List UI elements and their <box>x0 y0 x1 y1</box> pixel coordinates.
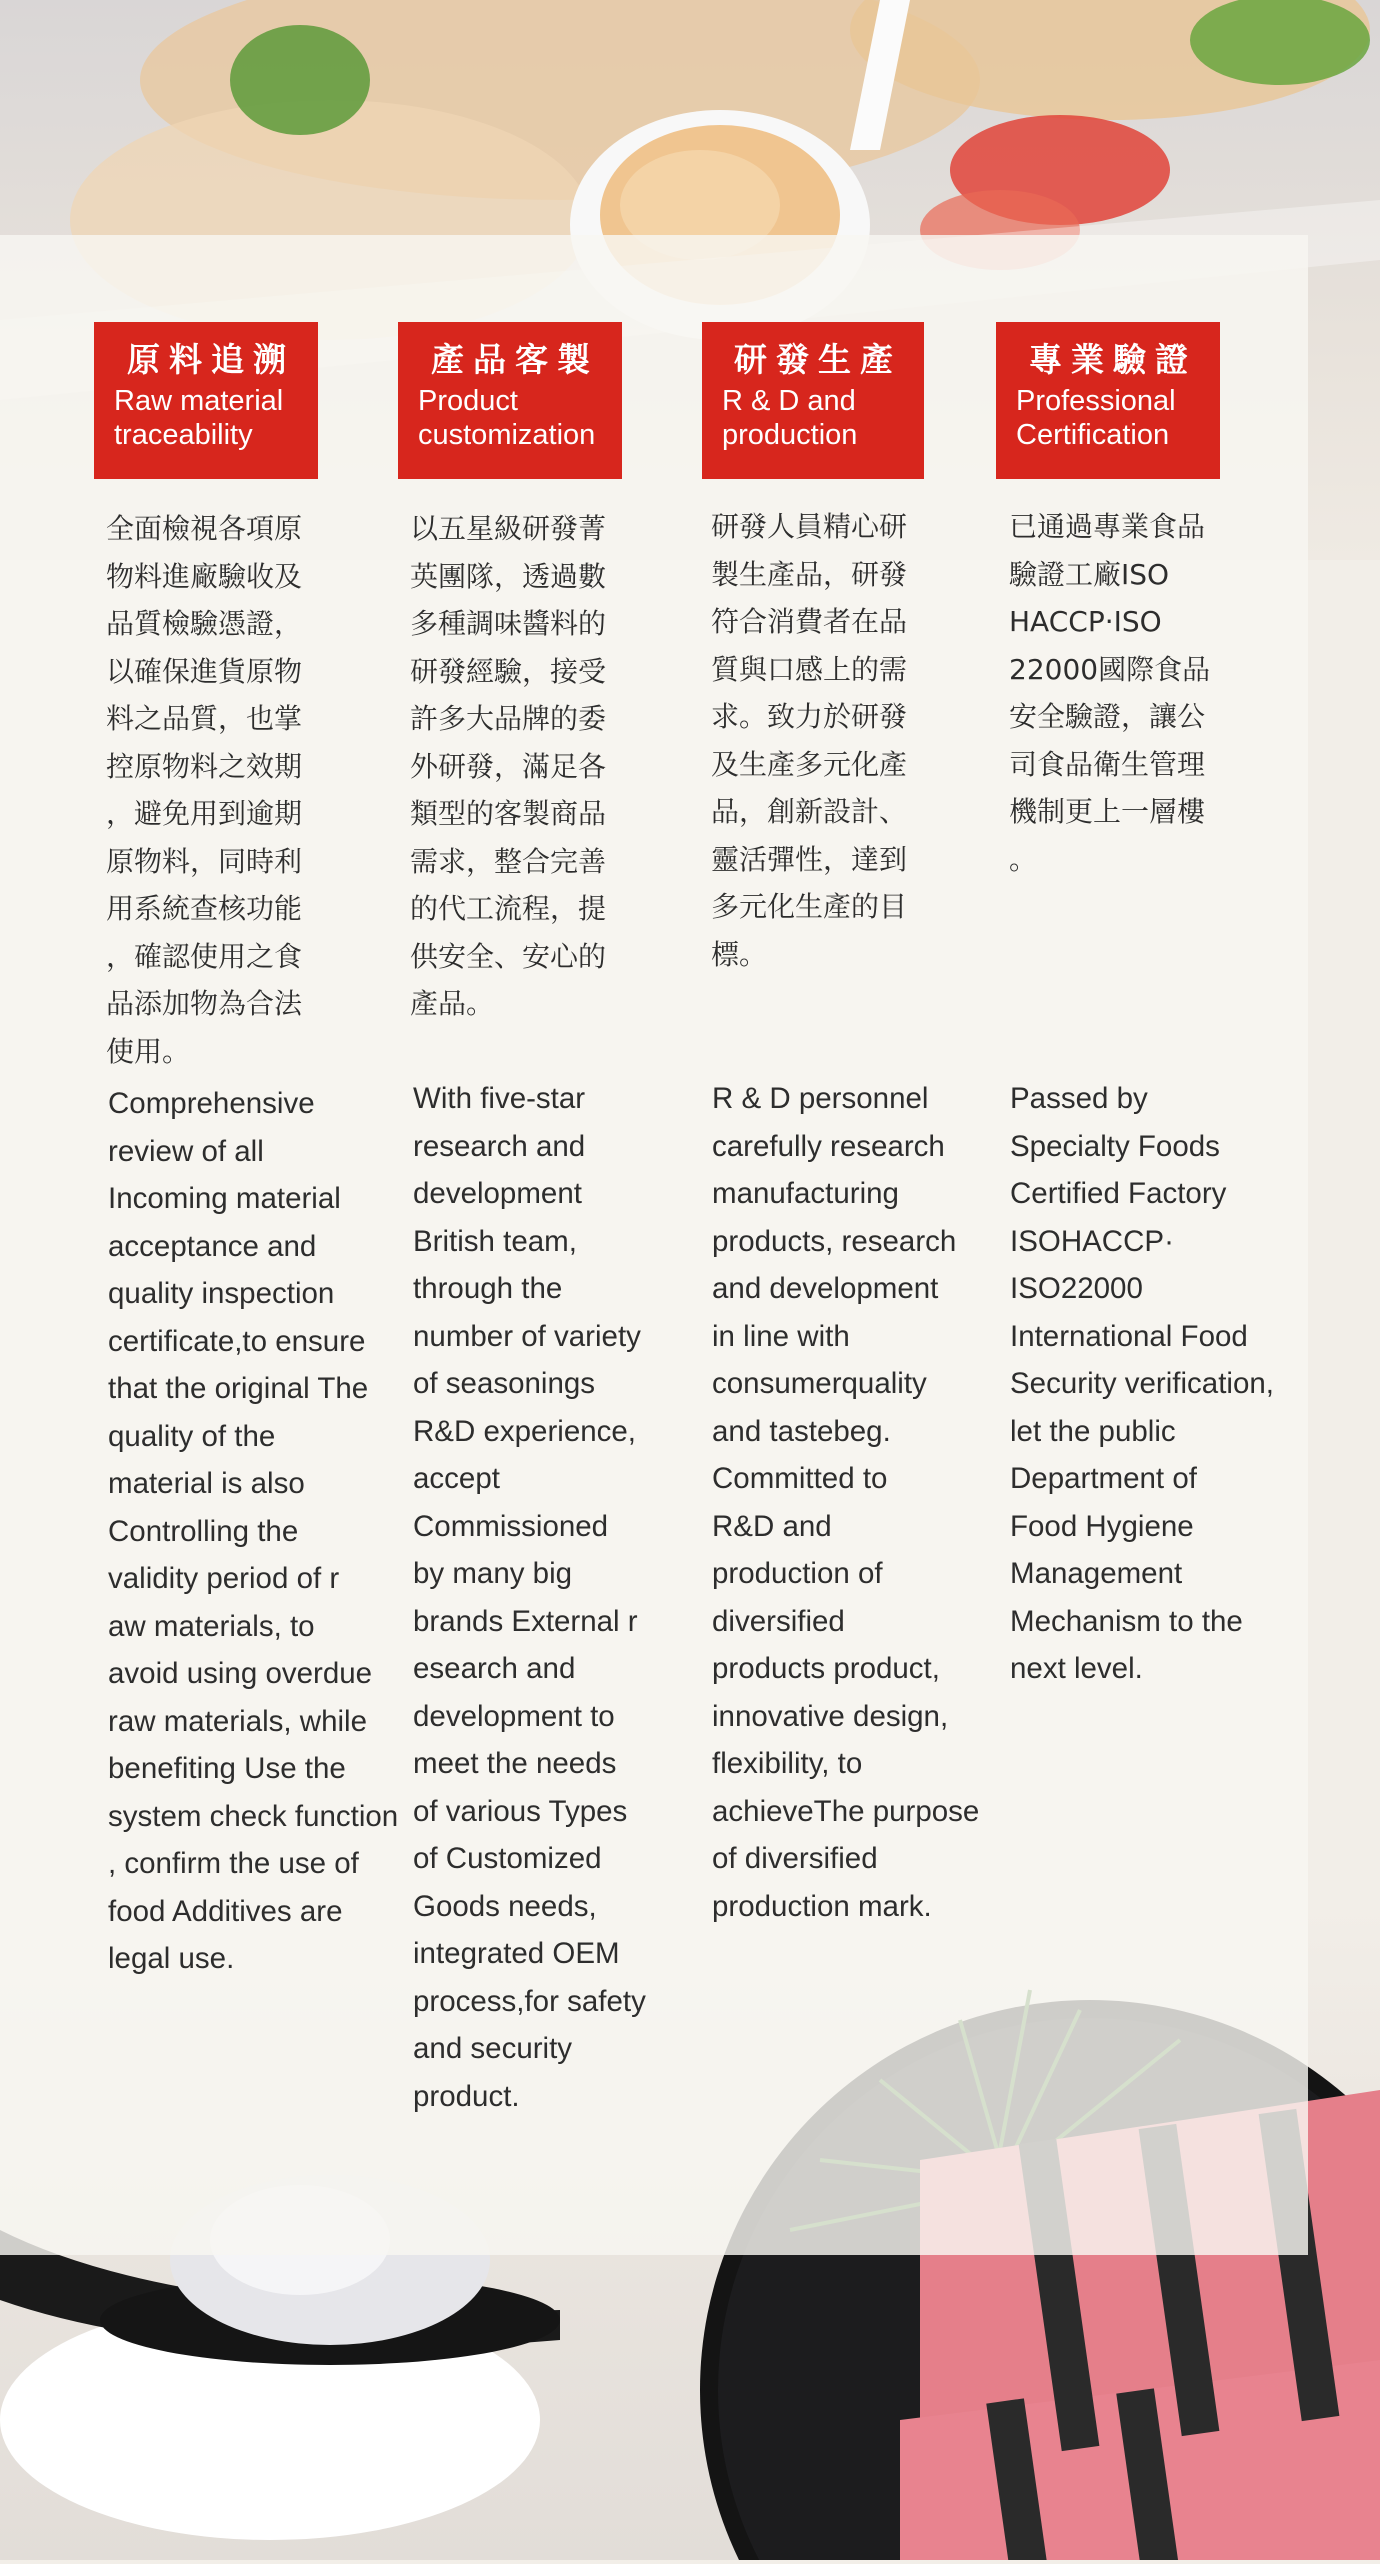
body-zh-raw-material: 全面檢視各項原 物料進廠驗收及 品質檢驗憑證， 以確保進貨原物 料之品質，也掌 控原物料之效期 ，避免用到逾期 原物料，同時利 用系統查核功能 ，確認使用之食 品添加物為合法 使用。 <box>106 512 303 1068</box>
body-en-product-customization: With five-star research and development British team, through the number of variety of seasonings R&D experience, accept Commissioned by many big brands External r esearch and development to meet the needs of various Types of Customized Goods needs, integrated OEM process,for safety and security product. <box>413 1082 646 2113</box>
body-en-professional-certification: Passed by Specialty Foods Certified Factory ISOHACCP· ISO22000 International Food Security verification, let the public Department of Food Hygiene Management Mechanism to the next level. <box>1010 1082 1274 1685</box>
body-zh-professional-certification: 已通過專業食品 驗證工廠ISO HACCP·ISO 22000國際食品 安全驗證，讓公 司食品衛生管理 機制更上一層樓 。 <box>1009 510 1211 876</box>
header-title-en: Product customization <box>418 385 596 451</box>
body-zh-rd-production: 研發人員精心研 製生產品，研發 符合消費者在品 質與口感上的需 求。致力於研發 及生產多元化產 品，創新設計、 靈活彈性，達到 多元化生產的目 標。 <box>711 510 908 971</box>
header-title-zh: 研發生產 <box>734 340 902 379</box>
body-en-rd-production: R & D personnel carefully research manufacturing products, research and development in line with consumerquality and tastebeg. Committed to R&D and production of diversified products product, innovative design, flexibility, to achieveThe purpose of diversified production mark. <box>712 1082 980 1923</box>
body-zh-product-customization: 以五星級研發菁 英團隊，透過數 多種調味醬料的 研發經驗，接受 許多大品牌的委 外研發，滿足各 類型的客製商品 需求，整合完善 的代工流程，提 供安全、安心的 產品。 <box>410 512 607 1020</box>
header-title-en: Raw material traceability <box>114 385 284 451</box>
header-title-en: R & D and production <box>722 385 858 451</box>
header-title-zh: 原料追溯 <box>127 340 295 379</box>
header-title-en: Professional Certification <box>1016 385 1176 451</box>
header-raw-material <box>94 322 318 479</box>
header-title-zh: 產品客製 <box>431 340 599 379</box>
body-en-raw-material: Comprehensive review of all Incoming material acceptance and quality inspection certificate,to ensure that the original The quality of the material is also Controlling the validity period of r aw materials, to avoid using overdue raw materials, while benefiting Use the system check function , confirm the use of food Additives are legal use. <box>108 1087 399 1975</box>
header-professional-certification <box>996 322 1220 479</box>
header-product-customization <box>398 322 622 479</box>
header-title-zh: 專業驗證 <box>1029 340 1197 379</box>
header-rd-production <box>702 322 924 479</box>
